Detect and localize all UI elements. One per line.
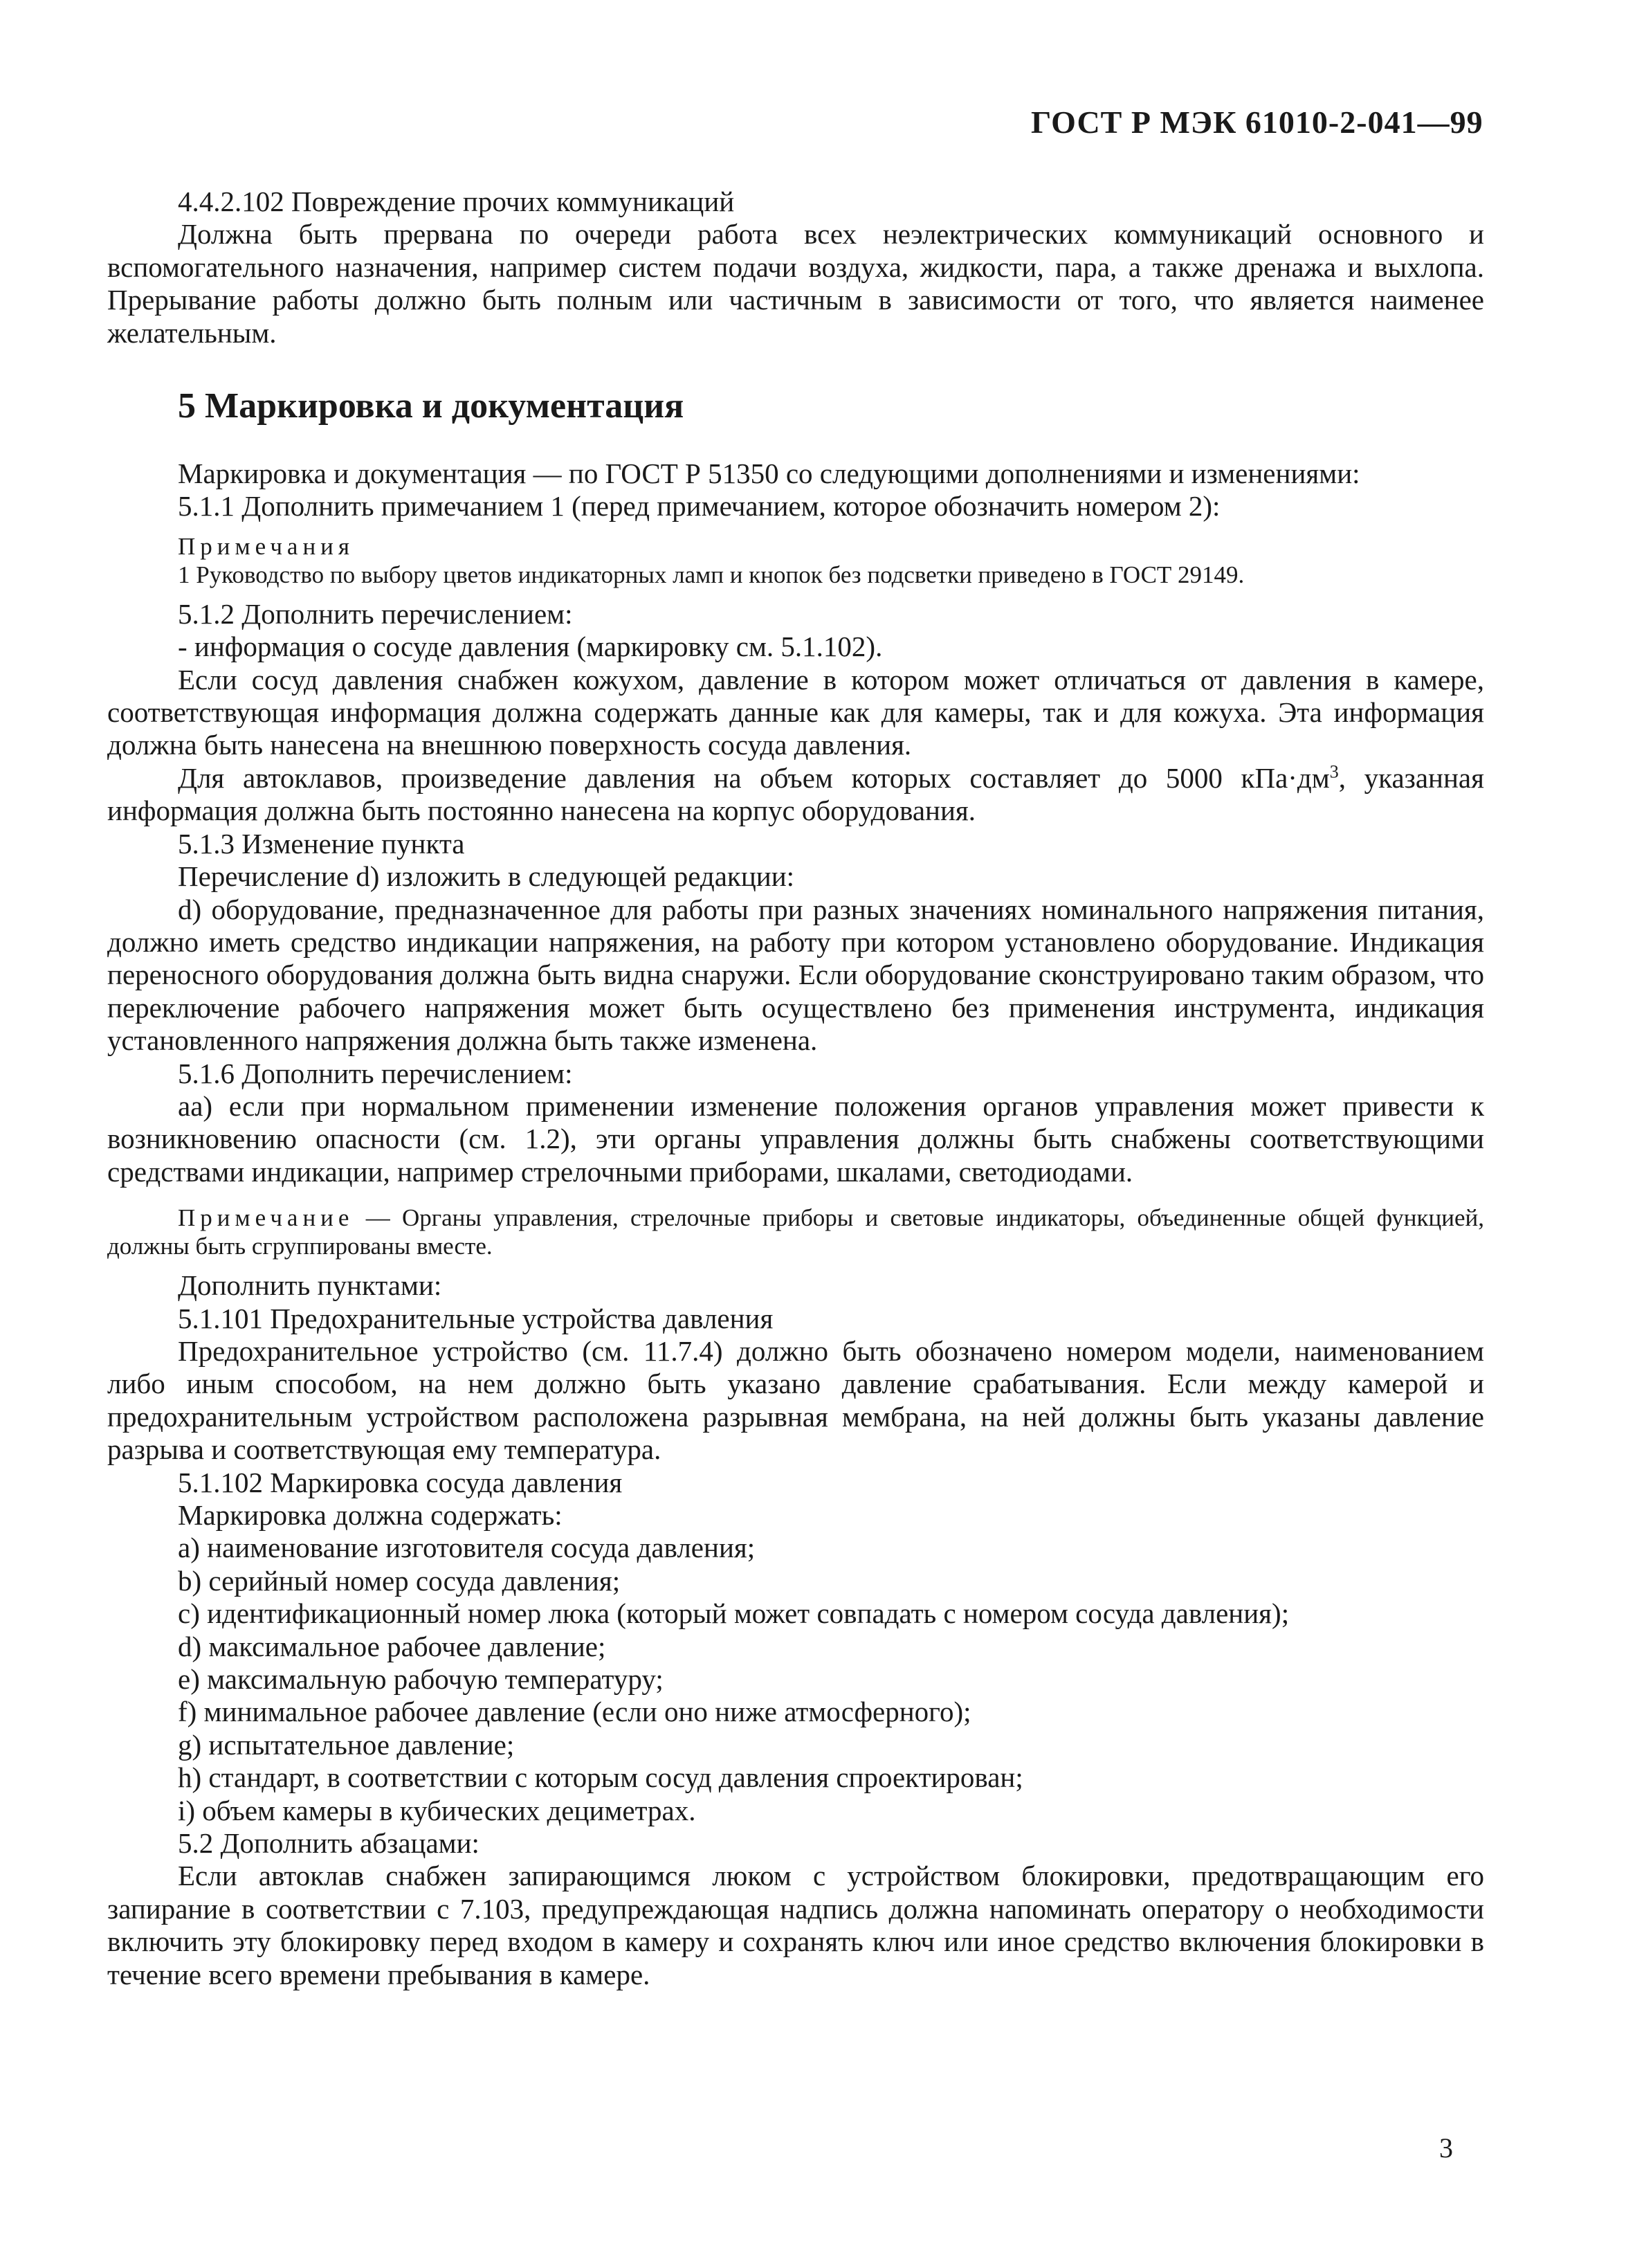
- list-item: b) серийный номер сосуда давления;: [178, 1564, 621, 1597]
- clause-5-1-3-text-a: Перечисление d) изложить в следующей редакции:: [178, 860, 795, 893]
- list-item: i) объем камеры в кубических дециметрах.: [178, 1794, 696, 1826]
- clause-5-1-6-text: аа) если при нормальном применении изменение положения органов управления может привести к возникновению опасности (см. 1.2), эти органы управления должны быть снабжены соответствующими средствами индикации, например стрелочными приборами, шкалами, светодиодами.: [107, 1089, 1484, 1188]
- add-points: Дополнить пунктами:: [178, 1269, 442, 1302]
- notes-label-text: Примечания: [178, 532, 355, 560]
- superscript-3: 3: [1329, 761, 1339, 782]
- page-number: 3: [1439, 2132, 1453, 2163]
- section-5-title: 5 Маркировка и документация: [178, 386, 684, 426]
- section-5-intro: Маркировка и документация — по ГОСТ Р 51350 со следующими дополнениями и изменениями:: [178, 457, 1360, 490]
- document-header: ГОСТ Р МЭК 61010-2-041—99: [1031, 105, 1483, 140]
- clause-5-1-2-text-b-end: , указанная информация должна быть постоянно нанесена на корпус оборудования.: [107, 761, 1484, 827]
- clause-5-1-3: 5.1.3 Изменение пункта: [178, 827, 465, 860]
- clause-5-2: 5.2 Дополнить абзацами:: [178, 1827, 479, 1860]
- clause-5-1-3-text-b: d) оборудование, предназначенное для работы при разных значениях номинального напряжения питания, должно иметь средство индикации напряжения, на работу при котором установлено оборудование. Индикация переносного оборудования должна быть видна снаружи. Если оборудование сконструировано таким образом, что переключение рабочего напряжения может быть осуществлено без применения инструмента, индикация установленного напряжения должна быть также изменена.: [107, 893, 1484, 1057]
- clause-4-4-2-102-text: Должна быть прервана по очереди работа всех неэлектрических коммуникаций основного и вспомогательного назначения, например систем подачи воздуха, жидкости, пара, а также дренажа и выхлопа. Прерывание работы должно быть полным или частичным в зависимости от того, что является наименее желательным.: [107, 218, 1484, 349]
- clause-5-1-2-item: - информация о сосуде давления (маркировку см. 5.1.102).: [178, 630, 883, 663]
- page-content: [107, 185, 1484, 1991]
- clause-5-1-101: 5.1.101 Предохранительные устройства давления: [178, 1302, 774, 1334]
- clause-5-1-2-text-a: Если сосуд давления снабжен кожухом, давление в котором может отличаться от давления в камере, соответствующая информация должна содержать данные как для камеры, так и для кожуха. Эта информация должна быть нанесена на внешнюю поверхность сосуда давления.: [107, 663, 1484, 761]
- list-item: e) максимальную рабочую температуру;: [178, 1663, 664, 1696]
- list-item: d) максимальное рабочее давление;: [178, 1630, 606, 1662]
- note-2-text: — Органы управления, стрелочные приборы и световые индикаторы, объединенные общей функцией, должны быть сгруппированы вместе.: [107, 1204, 1484, 1260]
- clause-5-2-text: Если автоклав снабжен запирающимся люком с устройством блокировки, предотвращающим его запирание в соответствии с 7.103, предупреждающая надпись должна напоминать оператору о необходимости включить эту блокировку перед входом в камеру и сохранять ключ или иное средство включения блокировки в течение всего времени пребывания в камере.: [107, 1860, 1484, 1990]
- clause-5-1-6: 5.1.6 Дополнить перечислением:: [178, 1057, 573, 1089]
- clause-5-1-2-text-b-start: Для автоклавов, произведение давления на объем которых составляет до 5000 кПа·дм: [178, 761, 1330, 794]
- note-2-label: Примечание: [178, 1204, 354, 1232]
- clause-5-1-2-text-b: [107, 762, 1484, 828]
- clause-5-1-101-text: Предохранительное устройство (см. 11.7.4) должно быть обозначено номером модели, наименованием либо иным способом, на нем должно быть указано давление срабатывания. Если между камерой и предохранительным устройством расположена разрывная мембрана, на ней должны быть указаны давление разрыва и соответствующая ему температура.: [107, 1334, 1484, 1466]
- clause-5-1-2: 5.1.2 Дополнить перечислением:: [178, 597, 573, 630]
- list-item: f) минимальное рабочее давление (если оно ниже атмосферного);: [178, 1696, 971, 1728]
- list-item: h) стандарт, в соответствии с которым сосуд давления спроектирован;: [178, 1761, 1023, 1794]
- clause-5-1-102-text: Маркировка должна содержать:: [178, 1499, 563, 1531]
- list-item: g) испытательное давление;: [178, 1728, 515, 1761]
- clause-5-1-1: 5.1.1 Дополнить примечанием 1 (перед примечанием, которое обозначить номером 2):: [178, 490, 1221, 523]
- clause-5-1-102: 5.1.102 Маркировка сосуда давления: [178, 1466, 623, 1498]
- notes-label: [107, 532, 1484, 561]
- note-1: 1 Руководство по выбору цветов индикаторных ламп и кнопок без подсветки приведено в ГОСТ 29149.: [178, 561, 1245, 588]
- list-item: a) наименование изготовителя сосуда давления;: [178, 1532, 756, 1564]
- clause-4-4-2-102-heading: 4.4.2.102 Повреждение прочих коммуникаций: [178, 185, 735, 217]
- list-item: c) идентификационный номер люка (который может совпадать с номером сосуда давления);: [178, 1597, 1290, 1630]
- note-2: [107, 1204, 1484, 1260]
